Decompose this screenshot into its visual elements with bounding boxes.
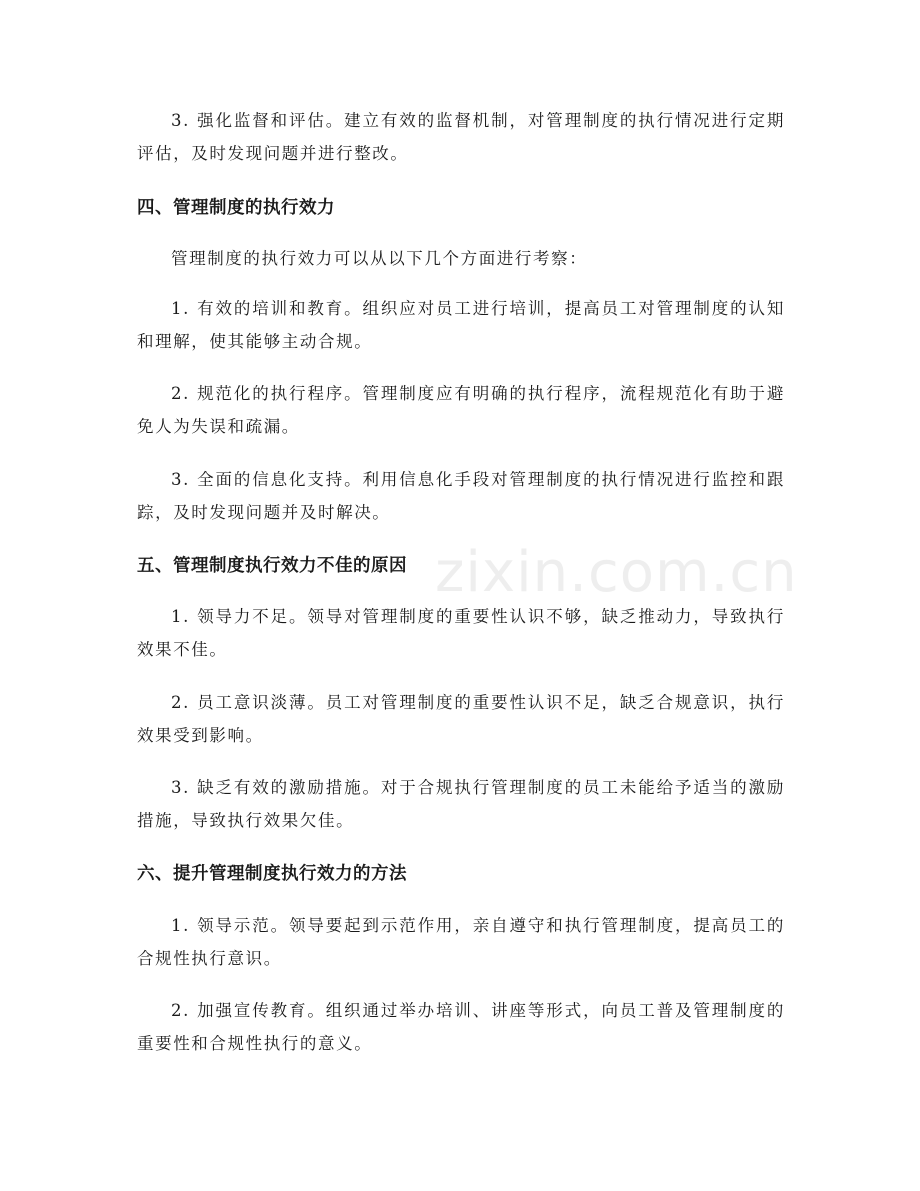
section-4-item-1: 1. 有效的培训和教育。组织应对员工进行培训，提高员工对管理制度的认知和理解，使其能够主动合规。 [137,299,785,351]
section-4-item-3: 3. 全面的信息化支持。利用信息化手段对管理制度的执行情况进行监控和跟踪，及时发现问题并及时解决。 [137,470,785,522]
section-heading-5: 五、管理制度执行效力不佳的原因 [137,556,407,576]
section-4-intro: 管理制度的执行效力可以从以下几个方面进行考察： [171,249,588,268]
paragraph-supervision: 3. 强化监督和评估。建立有效的监督机制，对管理制度的执行情况进行定期评估，及时发现问题并进行整改。 [137,111,785,163]
section-heading-6: 六、提升管理制度执行效力的方法 [137,864,407,884]
section-5-item-3: 3. 缺乏有效的激励措施。对于合规执行管理制度的员工未能给予适当的激励措施，导致执行效果欠佳。 [137,778,785,830]
section-5-item-2: 2. 员工意识淡薄。员工对管理制度的重要性认识不足，缺乏合规意识，执行效果受到影响。 [137,693,785,745]
section-heading-4: 四、管理制度的执行效力 [137,198,335,218]
section-6-item-1: 1. 领导示范。领导要起到示范作用，亲自遵守和执行管理制度，提高员工的合规性执行意识。 [137,916,785,968]
section-4-item-2: 2. 规范化的执行程序。管理制度应有明确的执行程序，流程规范化有助于避免人为失误和疏漏。 [137,384,785,436]
watermark-text: zixin.com.cn [435,540,798,605]
section-5-item-1: 1. 领导力不足。领导对管理制度的重要性认识不够，缺乏推动力，导致执行效果不佳。 [137,607,785,659]
section-6-item-2: 2. 加强宣传教育。组织通过举办培训、讲座等形式，向员工普及管理制度的重要性和合规性执行的意义。 [137,1001,785,1053]
